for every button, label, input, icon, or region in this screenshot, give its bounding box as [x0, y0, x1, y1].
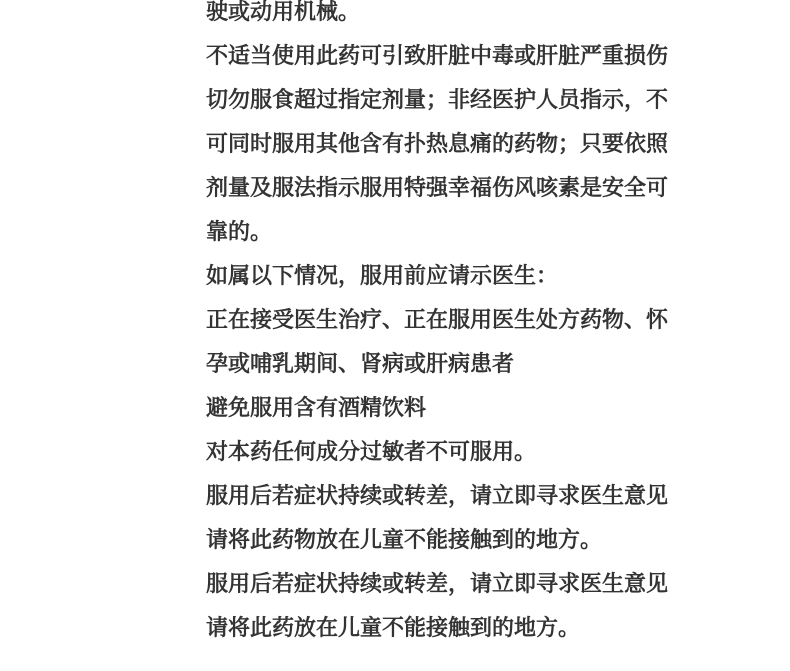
text-line: 驶或动用机械。 [206, 0, 361, 25]
text-line: 服用后若症状持续或转差，请立即寻求医生意见 [206, 483, 669, 509]
text-line: 请将此药物放在儿童不能接触到的地方。 [206, 527, 603, 553]
text-line: 可同时服用其他含有扑热息痛的药物；只要依照 [206, 131, 669, 157]
text-line: 对本药任何成分过敏者不可服用。 [206, 439, 537, 465]
document-body [206, 0, 736, 650]
text-line: 服用后若症状持续或转差，请立即寻求医生意见 [206, 571, 669, 597]
text-line: 靠的。 [206, 219, 273, 245]
text-line: 切勿服食超过指定剂量；非经医护人员指示，不 [206, 87, 669, 113]
text-line: 如属以下情况，服用前应请示医生： [206, 263, 559, 289]
text-line: 请将此药放在儿童不能接触到的地方。 [206, 615, 581, 641]
text-line: 孕或哺乳期间、肾病或肝病患者 [206, 351, 515, 377]
text-line: 不适当使用此药可引致肝脏中毒或肝脏严重损伤 [206, 43, 669, 69]
text-line: 正在接受医生治疗、正在服用医生处方药物、怀 [206, 307, 669, 333]
text-line: 避免服用含有酒精饮料 [206, 395, 427, 421]
text-line: 剂量及服法指示服用特强幸福伤风咳素是安全可 [206, 175, 669, 201]
